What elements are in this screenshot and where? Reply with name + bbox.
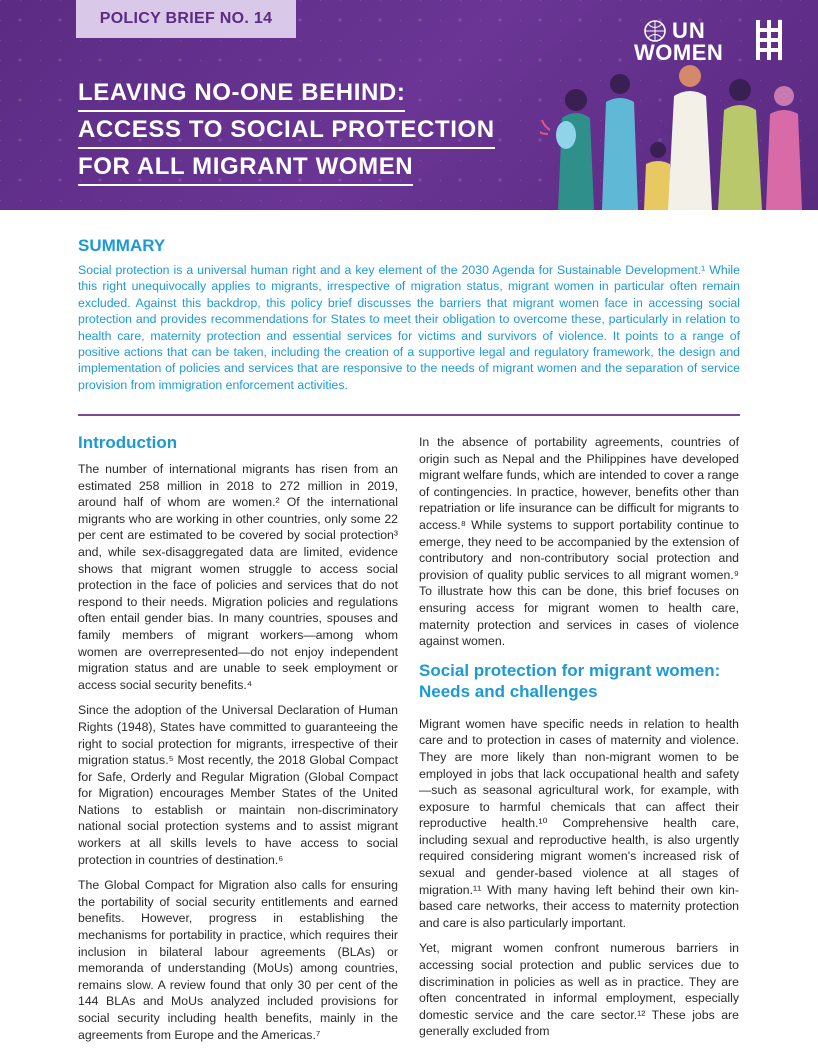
logo-women-text: WOMEN bbox=[634, 40, 724, 65]
summary-section bbox=[78, 236, 740, 393]
section-divider bbox=[78, 414, 740, 416]
left-column bbox=[78, 432, 398, 1052]
title-line-1: LEAVING NO-ONE BEHIND: bbox=[78, 76, 405, 112]
intro-paragraph-2: Since the adoption of the Universal Declaration of Human Rights (1948), States have committed to guaranteeing the right to social protection for migrants, irrespective of their migration status.⁵ Most recently, the 2018 Global Compact for Safe, Orderly and Regular Migration (Global Compact for Migration) encourages Member States of the United Nations to establish or maintain non-discriminatory national social protection systems and to assist migrant workers at all skills levels to have access to social protection in countries of destination.⁶ bbox=[78, 703, 398, 867]
women-symbol-icon bbox=[754, 18, 784, 62]
page-title bbox=[78, 76, 495, 187]
policy-brief-tag: POLICY BRIEF NO. 14 bbox=[76, 0, 296, 38]
needs-challenges-heading: Social protection for migrant women: Needs and challenges bbox=[419, 660, 721, 701]
right-paragraph-2: Migrant women have specific needs in relation to health care and to protection in cases of maternity and violence. They are more likely than non-migrant women to be employed in jobs that lack occupational health and safety—such as seasonal agricultural work, for example, with exposure to harmful chemicals that can affect their reproductive health.¹⁰ Comprehensive health care, including sexual and reproductive health, is also urgently required considering migrant women's increased risk of sexual and gender-based violence at all stages of migration.¹¹ With many having left behind their own kin-based care networks, their access to maternity protection and care is also particularly important. bbox=[419, 716, 739, 930]
introduction-heading: Introduction bbox=[78, 433, 178, 452]
right-paragraph-3: Yet, migrant women confront numerous barriers in accessing social protection and public services due to discrimination in policies as well as in practice. They are often concentrated in informal employment, especially domestic service and the care sector.¹² These jobs are generally excluded from bbox=[419, 941, 739, 1039]
right-paragraph-1: In the absence of portability agreements, countries of origin such as Nepal and the Philippines have developed migrant welfare funds, which are intended to cover a range of contingencies. In practice, however, benefits other than repatriation or life insurance can be difficult for migrants to access.⁸ While systems to support portability continue to emerge, they need to be accompanied by the extension of contributory and non-contributory social protection and provision of quality public services to all migrant women.⁹ To illustrate how this can be done, this brief focuses on ensuring access for migrant women to health care, maternity protection and services in cases of violence against women. bbox=[419, 435, 739, 649]
title-line-2: ACCESS TO SOCIAL PROTECTION bbox=[78, 113, 495, 149]
title-line-3: FOR ALL MIGRANT WOMEN bbox=[78, 150, 413, 186]
logo-un-text: UN bbox=[672, 18, 706, 43]
un-women-logo bbox=[634, 18, 784, 64]
right-column bbox=[419, 434, 739, 1049]
intro-paragraph-3: The Global Compact for Migration also calls for ensuring the portability of social security entitlements and earned benefits. However, progress in establishing the mechanisms for portability in practice, which requires their inclusion in bilateral labour agreements (BLAs) or memoranda of understanding (MoUs) among countries, remains slow. A review found that only 30 per cent of the 144 BLAs and MoUs analyzed included provisions for social security including health benefits, mainly in the agreements from Europe and the Americas.⁷ bbox=[78, 878, 398, 1042]
header-banner bbox=[0, 0, 818, 210]
summary-text: Social protection is a universal human right and a key element of the 2030 Agenda for Sustainable Development.¹ While this right unequivocally applies to migrants, irrespective of migration status, migrant women in particular often remain excluded. Against this backdrop, this policy brief discusses the barriers that migrant women face in accessing social protection and provides recommendations for States to meet their obligation to overcome these, particularly in relation to health care, maternity protection and essential services for victims and survivors of violence. It points to a range of positive actions that can be taken, including the creation of a supportive legal and regulatory framework, the design and implementation of policies and services that are responsive to the needs of migrant women and the separation of service provision from immigration enforcement activities. bbox=[78, 263, 740, 392]
migrant-women-illustration bbox=[540, 60, 810, 210]
intro-paragraph-1: The number of international migrants has risen from an estimated 258 million in 2018 to 272 million in 2019, around half of whom are women.² Of the international migrants who are working in other countries, only some 22 per cent are estimated to be covered by social protection³ and, while sex-disaggregated data are limited, evidence shows that migrant women struggle to access social protection in the face of policies and services that do not respond to their needs. Migration policies and regulations often entail gender bias. In many countries, spouses and family members of migrant workers—among whom women are overrepresented—do not enjoy independent migration status and are unable to seek employment or access social security benefits.⁴ bbox=[78, 462, 398, 692]
summary-heading: SUMMARY bbox=[78, 236, 166, 255]
